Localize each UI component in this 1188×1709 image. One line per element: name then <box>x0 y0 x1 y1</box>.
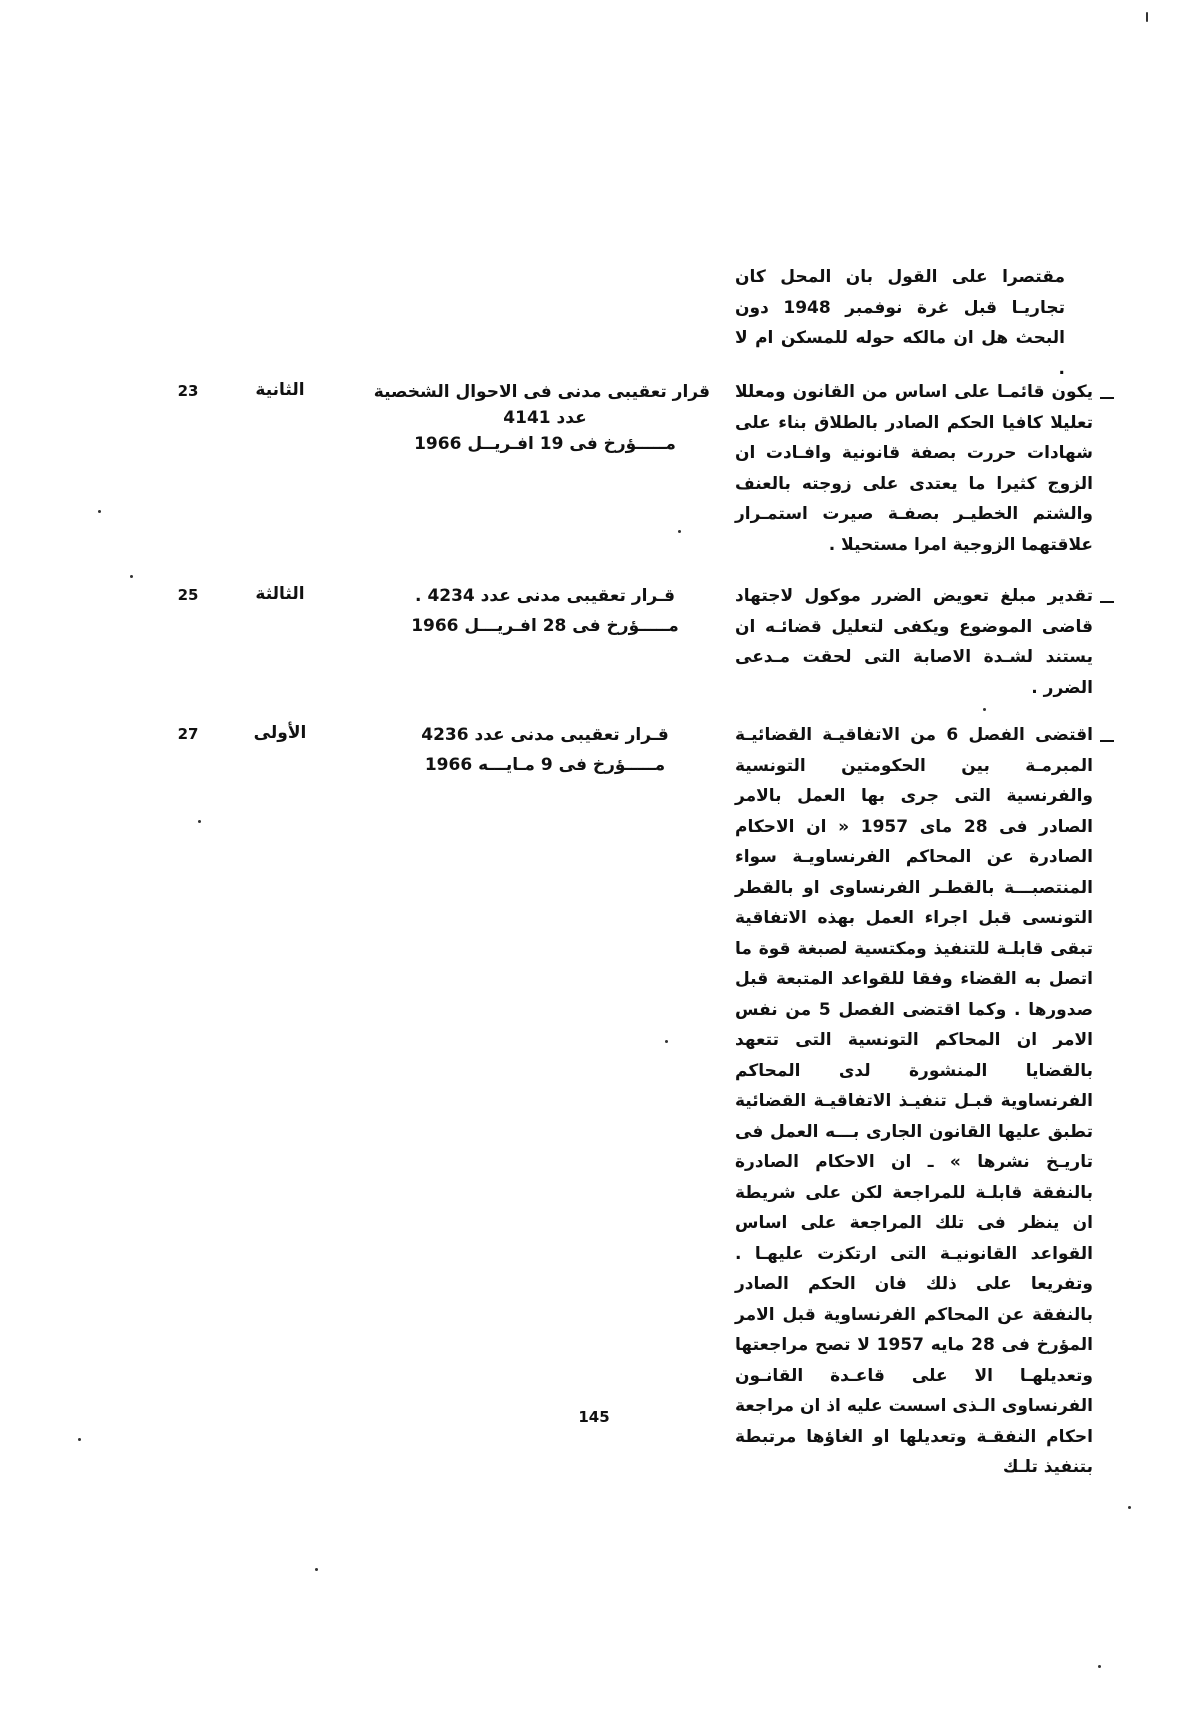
entry-dash <box>1100 740 1114 742</box>
reference-line: قـرار تعقيبى مدنى عدد 4236 <box>421 725 669 745</box>
reference-line: قـرار تعقيبى مدنى عدد 4234 . <box>415 586 675 606</box>
scan-speck <box>665 1040 668 1043</box>
entry-order: الثالثة <box>255 584 305 604</box>
page-number: 145 <box>578 1408 610 1426</box>
entry-page: 23 <box>177 382 199 400</box>
entry-order: الأولى <box>253 723 307 743</box>
entry-reference <box>373 377 710 459</box>
entry-order: الثانية <box>255 380 305 400</box>
entry-text: اقتضى الفصل 6 من الاتفاقيـة القضائيـة المبرمـة بين الحكومتين التونسية والفرنسية التى جرى بها العمل بالامر الصادر فى 28 ماى 1957 « ان الاحكام الصادرة عن المحاكم الفرنساويـة سواء المنتصبـــة بالقطـر الفرنساوى او بالقطر التونسى قبل اجراء العمل بهذه الاتفاقية تبقى قابلـة للتنفيذ ومكتسية لصبغة قوة ما اتصل به القضاء وفقا للقواعد المتبعة قبل صدورها . وكما اقتضى الفصل 5 من نفس الامر ان المحاكم التونسية التى تتعهد بالقضايا المنشورة لدى المحاكم الفرنساوية قبـل تنفيـذ الاتفاقيـة القضائية تطبق عليها القانون الجارى بـــه العمل فى تاريـخ نشرها » ـ ان الاحكام الصادرة بالنفقة قابلـة للمراجعة لكن على شريطة ان ينظر فى تلك المراجعة على اساس القواعد القانونيـة التى ارتكزت عليهـا . وتفريعا على ذلك فان الحكم الصادر بالنفقة عن المحاكم الفرنساوية قبل الامر المؤرخ فى 28 مايه 1957 لا تصح مراجعتها وتعديلهـا الا على قاعـدة القانـون الفرنساوى الـذى اسست عليه اذ ان مراجعة احكام النفقـة وتعديلها او الغاؤها مرتبطة بتنفيذ تلـك <box>735 725 1094 1477</box>
entry-reference <box>380 720 710 780</box>
scan-speck <box>678 530 681 533</box>
scan-speck <box>78 1438 81 1441</box>
scan-speck <box>98 510 101 513</box>
scan-speck <box>130 575 133 578</box>
scan-speck <box>1098 1665 1101 1668</box>
entry-page: 27 <box>177 725 199 743</box>
intro-paragraph: مقتصرا على القول بان المحل كان تجاريـا قبل غرة نوفمبر 1948 دون البحث هل ان مالكه حوله للمسكن ام لا . <box>735 267 1065 379</box>
entry-dash <box>1100 397 1114 399</box>
entry-dash <box>1100 601 1114 603</box>
entry-text: يكون قائمـا على اساس من القانون ومعللا تعليلا كافيا الحكم الصادر بالطلاق بناء على شهادات حررت بصفة قانونية وافـادت ان الزوج كثيرا ما يعتدى على زوجته بالعنف والشتم الخطيـر بصفـة صيرت استمـرار علاقتهما الزوجية امرا مستحيلا . <box>735 382 1093 555</box>
reference-line: مـــــؤرخ فى 19 افـريــل 1966 <box>414 434 676 454</box>
entry-reference <box>380 581 710 641</box>
scan-speck <box>1128 1506 1131 1509</box>
reference-line: مـــــؤرخ فى 9 مـايـــه 1966 <box>424 755 666 775</box>
reference-line: قرار تعقيبى مدنى فى الاحوال الشخصية <box>373 382 710 402</box>
reference-line: عدد 4141 <box>503 408 587 428</box>
scan-speck <box>315 1568 318 1571</box>
entry-page: 25 <box>177 586 199 604</box>
scan-speck <box>198 820 201 823</box>
entry-text: تقدير مبلغ تعويض الضرر موكول لاجتهاد قاضى الموضوع ويكفى لتعليل قضائـه ان يستند لشـدة الاصابة التى لحقت مـدعى الضرر . <box>735 586 1093 698</box>
scan-speck <box>983 708 986 711</box>
scan-speck <box>1146 12 1148 22</box>
reference-line: مـــــؤرخ فى 28 افـريـــل 1966 <box>411 616 679 636</box>
